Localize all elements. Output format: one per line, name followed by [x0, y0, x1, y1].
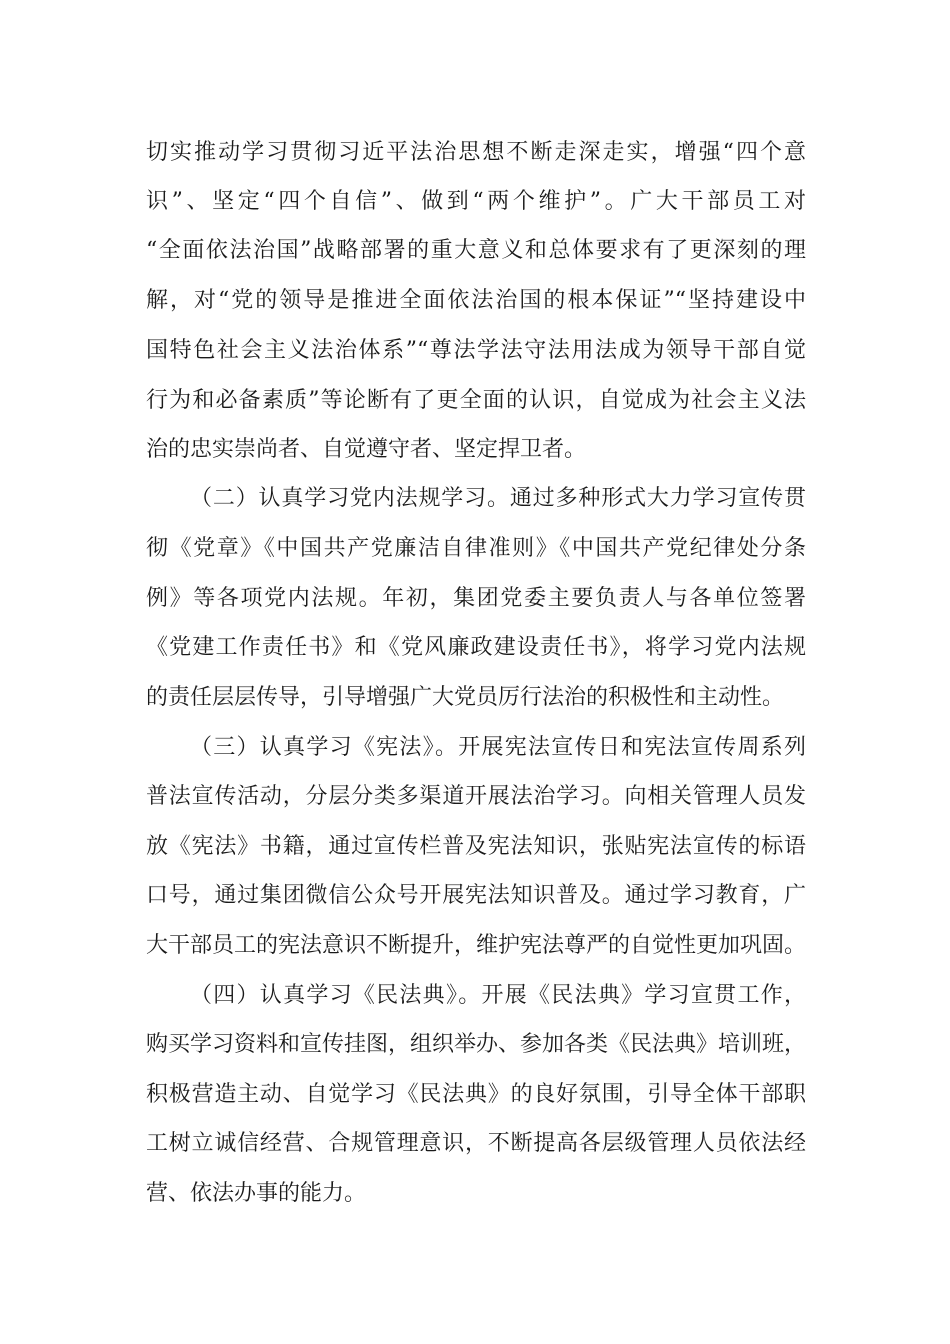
text-line: 行为和必备素质”等论断有了更全面的认识，自觉成为社会主义法 [146, 388, 806, 413]
text-line: 营、依法办事的能力。 [146, 1181, 367, 1206]
text-line: 购买学习资料和宣传挂图，组织举办、参加各类《民法典》培训班， [146, 1032, 807, 1057]
text-line: 国特色社会主义法治体系”“尊法学法守法用法成为领导干部自觉 [146, 338, 806, 363]
text-line: 识”、坚定“四个自信”、做到“两个维护”。广大干部员工对 [146, 189, 806, 214]
section-heading-line: （三）认真学习《宪法》。开展宪法宣传日和宪法宣传周系列 [190, 735, 806, 760]
text-line: 放《宪法》书籍，通过宣传栏普及宪法知识，张贴宪法宣传的标语 [146, 834, 806, 859]
text-line: 彻《党章》《中国共产党廉洁自律准则》《中国共产党纪律处分条 [146, 536, 806, 561]
text-line: 的责任层层传导，引导增强广大党员厉行法治的积极性和主动性。 [146, 685, 785, 710]
text-line: 积极营造主动、自觉学习《民法典》的良好氛围，引导全体干部职 [146, 1082, 806, 1107]
text-line: 口号，通过集团微信公众号开展宪法知识普及。通过学习教育，广 [146, 883, 806, 908]
text-line: 大干部员工的宪法意识不断提升，维护宪法尊严的自觉性更加巩固。 [146, 933, 807, 958]
section-heading-line: （四）认真学习《民法典》。开展《民法典》学习宣贯工作， [190, 983, 806, 1008]
text-line: 解，对“党的领导是推进全面依法治国的根本保证”“坚持建设中 [146, 288, 806, 313]
text-line: “全面依法治国”战略部署的重大意义和总体要求有了更深刻的理 [146, 238, 806, 263]
text-line: 普法宣传活动，分层分类多渠道开展法治学习。向相关管理人员发 [146, 784, 806, 809]
text-line: 治的忠实崇尚者、自觉遵守者、坚定捍卫者。 [146, 437, 587, 462]
text-line: 工树立诚信经营、合规管理意识，不断提高各层级管理人员依法经 [146, 1131, 806, 1156]
section-heading-line: （二）认真学习党内法规学习。通过多种形式大力学习宣传贯 [190, 486, 806, 511]
text-line: 例》等各项党内法规。年初，集团党委主要负责人与各单位签署 [146, 586, 806, 611]
text-line: 切实推动学习贯彻习近平法治思想不断走深走实，增强“四个意 [146, 140, 806, 165]
text-line: 《党建工作责任书》和《党风廉政建设责任书》，将学习党内法规 [146, 635, 806, 660]
